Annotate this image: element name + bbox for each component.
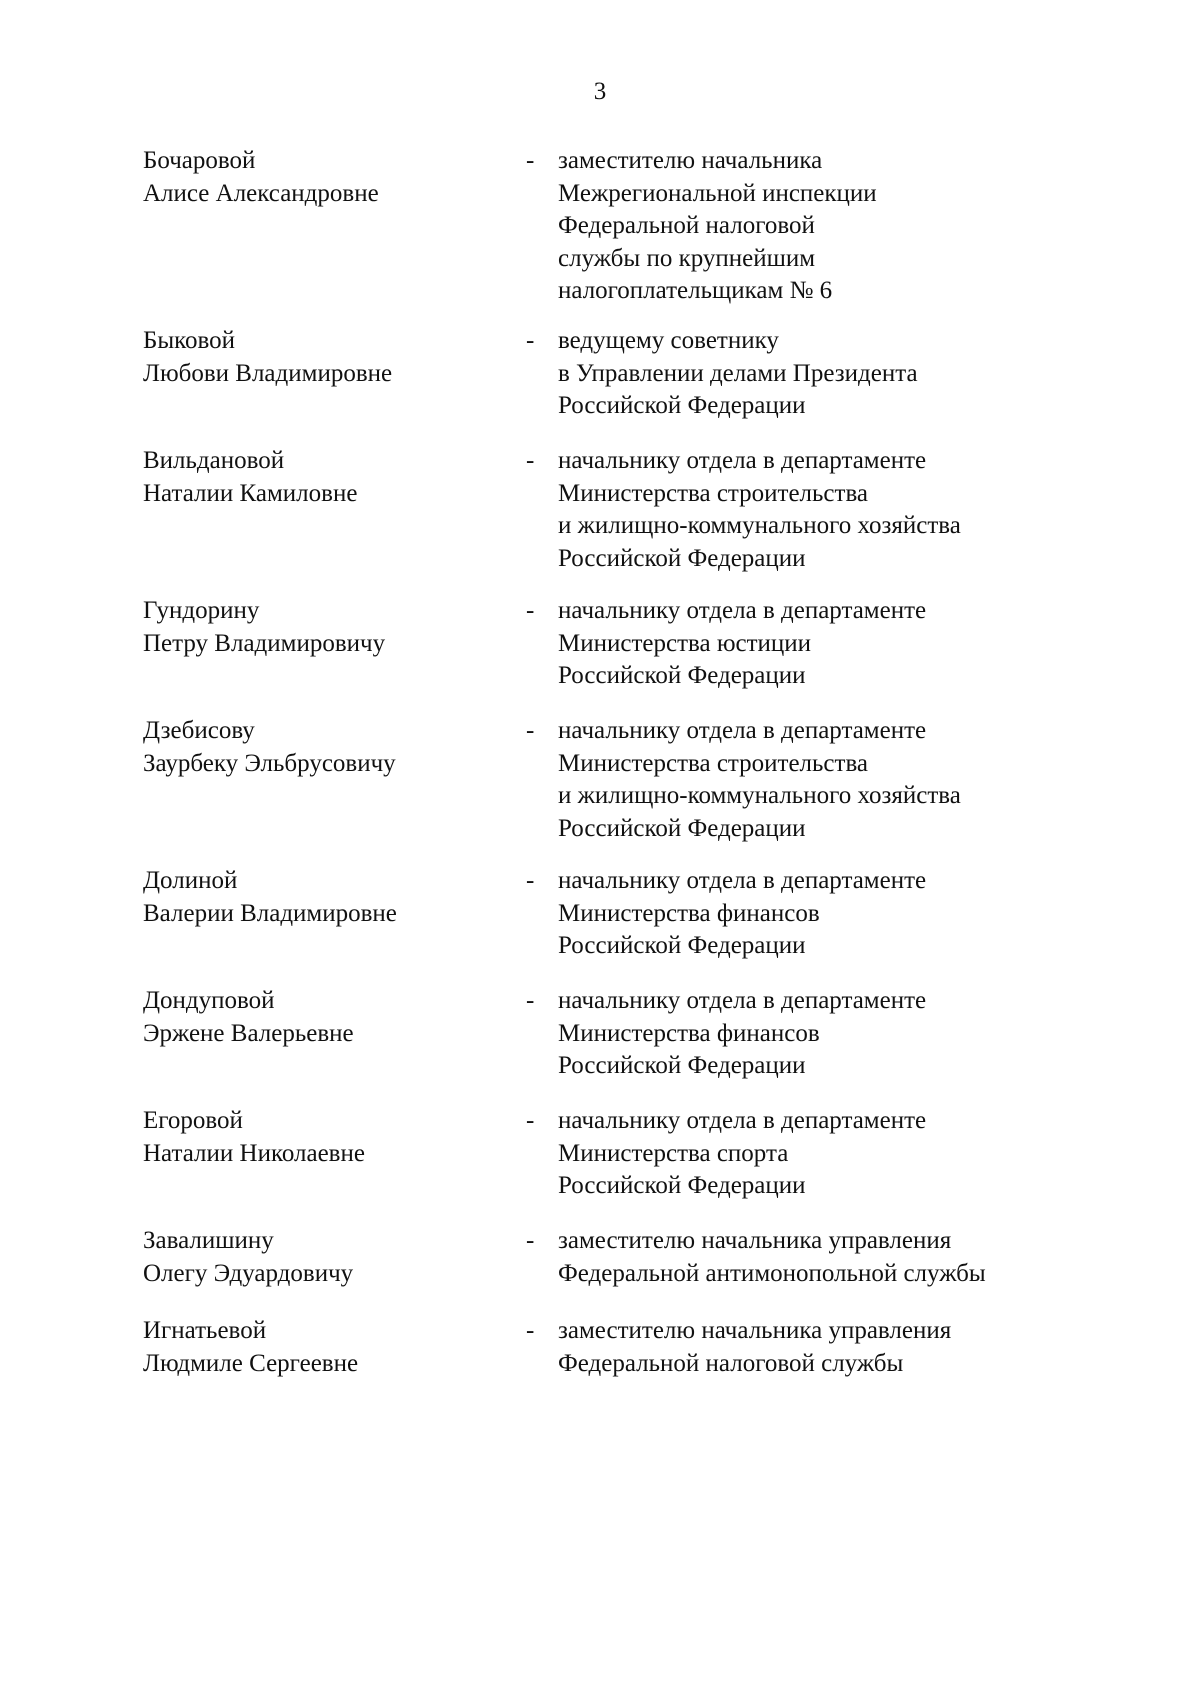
position-line: Российской Федерации <box>558 1052 806 1080</box>
person-surname: Егоровой <box>143 1107 243 1134</box>
position-title <box>558 865 1138 963</box>
entry-dash: - <box>526 147 535 174</box>
position-line: Российской Федерации <box>558 932 806 960</box>
position-line: и жилищно-коммунального хозяйства <box>558 782 961 810</box>
position-line: начальнику отдела в департаменте <box>558 867 927 894</box>
position-line: начальнику отдела в департаменте <box>558 1107 927 1134</box>
position-title <box>558 1315 1138 1380</box>
entry-dash: - <box>526 987 535 1014</box>
position-line: Министерства финансов <box>558 899 820 927</box>
person-surname: Завалишину <box>143 1227 274 1254</box>
person-given-names: Олегу Эдуардовичу <box>143 1259 354 1287</box>
position-line: Министерства юстиции <box>558 629 812 657</box>
entry-dash: - <box>526 1227 535 1254</box>
position-line: Федеральной антимонопольной службы <box>558 1259 986 1287</box>
entry-dash: - <box>526 447 535 474</box>
position-line: службы по крупнейшим <box>558 244 816 272</box>
person-given-names: Петру Владимировичу <box>143 629 386 657</box>
position-line: Федеральной налоговой службы <box>558 1349 904 1377</box>
person-name <box>143 715 513 780</box>
position-title <box>558 1225 1138 1290</box>
person-surname: Игнатьевой <box>143 1317 267 1344</box>
person-name <box>143 445 513 510</box>
position-line: заместителю начальника управления <box>558 1227 952 1254</box>
person-surname: Гундорину <box>143 597 260 624</box>
position-line: Российской Федерации <box>558 1172 806 1200</box>
position-line: Межрегиональной инспекции <box>558 179 877 207</box>
person-name <box>143 1225 513 1290</box>
position-title <box>558 985 1138 1083</box>
entry-dash: - <box>526 867 535 894</box>
person-name <box>143 595 513 660</box>
position-line: Российской Федерации <box>558 392 806 420</box>
person-given-names: Любови Владимировне <box>143 359 393 387</box>
position-line: Министерства строительства <box>558 749 869 777</box>
person-name <box>143 145 513 210</box>
position-line: Министерства строительства <box>558 479 869 507</box>
person-given-names: Заурбеку Эльбрусовичу <box>143 749 396 777</box>
entry-dash: - <box>526 1107 535 1134</box>
person-given-names: Валерии Владимировне <box>143 899 397 927</box>
position-line: налогоплательщикам № 6 <box>558 277 833 305</box>
person-given-names: Людмиле Сергеевне <box>143 1349 359 1377</box>
position-title <box>558 1105 1138 1203</box>
entry-dash: - <box>526 327 535 354</box>
position-line: заместителю начальника управления <box>558 1317 952 1344</box>
entry-dash: - <box>526 1317 535 1344</box>
person-name <box>143 1315 513 1380</box>
position-line: начальнику отдела в департаменте <box>558 987 927 1014</box>
position-line: Российской Федерации <box>558 662 806 690</box>
position-line: Российской Федерации <box>558 544 806 572</box>
person-given-names: Наталии Николаевне <box>143 1139 365 1167</box>
person-name <box>143 985 513 1050</box>
entry-dash: - <box>526 717 535 744</box>
position-title <box>558 445 1138 575</box>
person-surname: Долиной <box>143 867 238 894</box>
position-title <box>558 715 1138 845</box>
person-surname: Дзебисову <box>143 717 255 744</box>
person-given-names: Наталии Камиловне <box>143 479 358 507</box>
position-line: Российской Федерации <box>558 814 806 842</box>
person-surname: Вильдановой <box>143 447 285 474</box>
person-given-names: Эржене Валерьевне <box>143 1019 354 1047</box>
position-line: заместителю начальника <box>558 147 823 174</box>
position-line: начальнику отдела в департаменте <box>558 597 927 624</box>
position-line: Министерства финансов <box>558 1019 820 1047</box>
entry-dash: - <box>526 597 535 624</box>
person-surname: Дондуповой <box>143 987 275 1014</box>
position-line: начальнику отдела в департаменте <box>558 447 927 474</box>
position-line: и жилищно-коммунального хозяйства <box>558 512 961 540</box>
position-title <box>558 325 1138 423</box>
person-surname: Быковой <box>143 327 236 354</box>
position-title <box>558 595 1138 693</box>
position-line: Федеральной налоговой <box>558 212 815 240</box>
position-line: начальнику отдела в департаменте <box>558 717 927 744</box>
position-line: Министерства спорта <box>558 1139 789 1167</box>
position-title <box>558 145 1138 308</box>
person-given-names: Алисе Александровне <box>143 179 379 207</box>
position-line: в Управлении делами Президента <box>558 359 918 387</box>
position-line: ведущему советнику <box>558 327 779 354</box>
page-number: 3 <box>593 78 607 105</box>
person-name <box>143 865 513 930</box>
person-name <box>143 1105 513 1170</box>
person-name <box>143 325 513 390</box>
person-surname: Бочаровой <box>143 147 256 174</box>
